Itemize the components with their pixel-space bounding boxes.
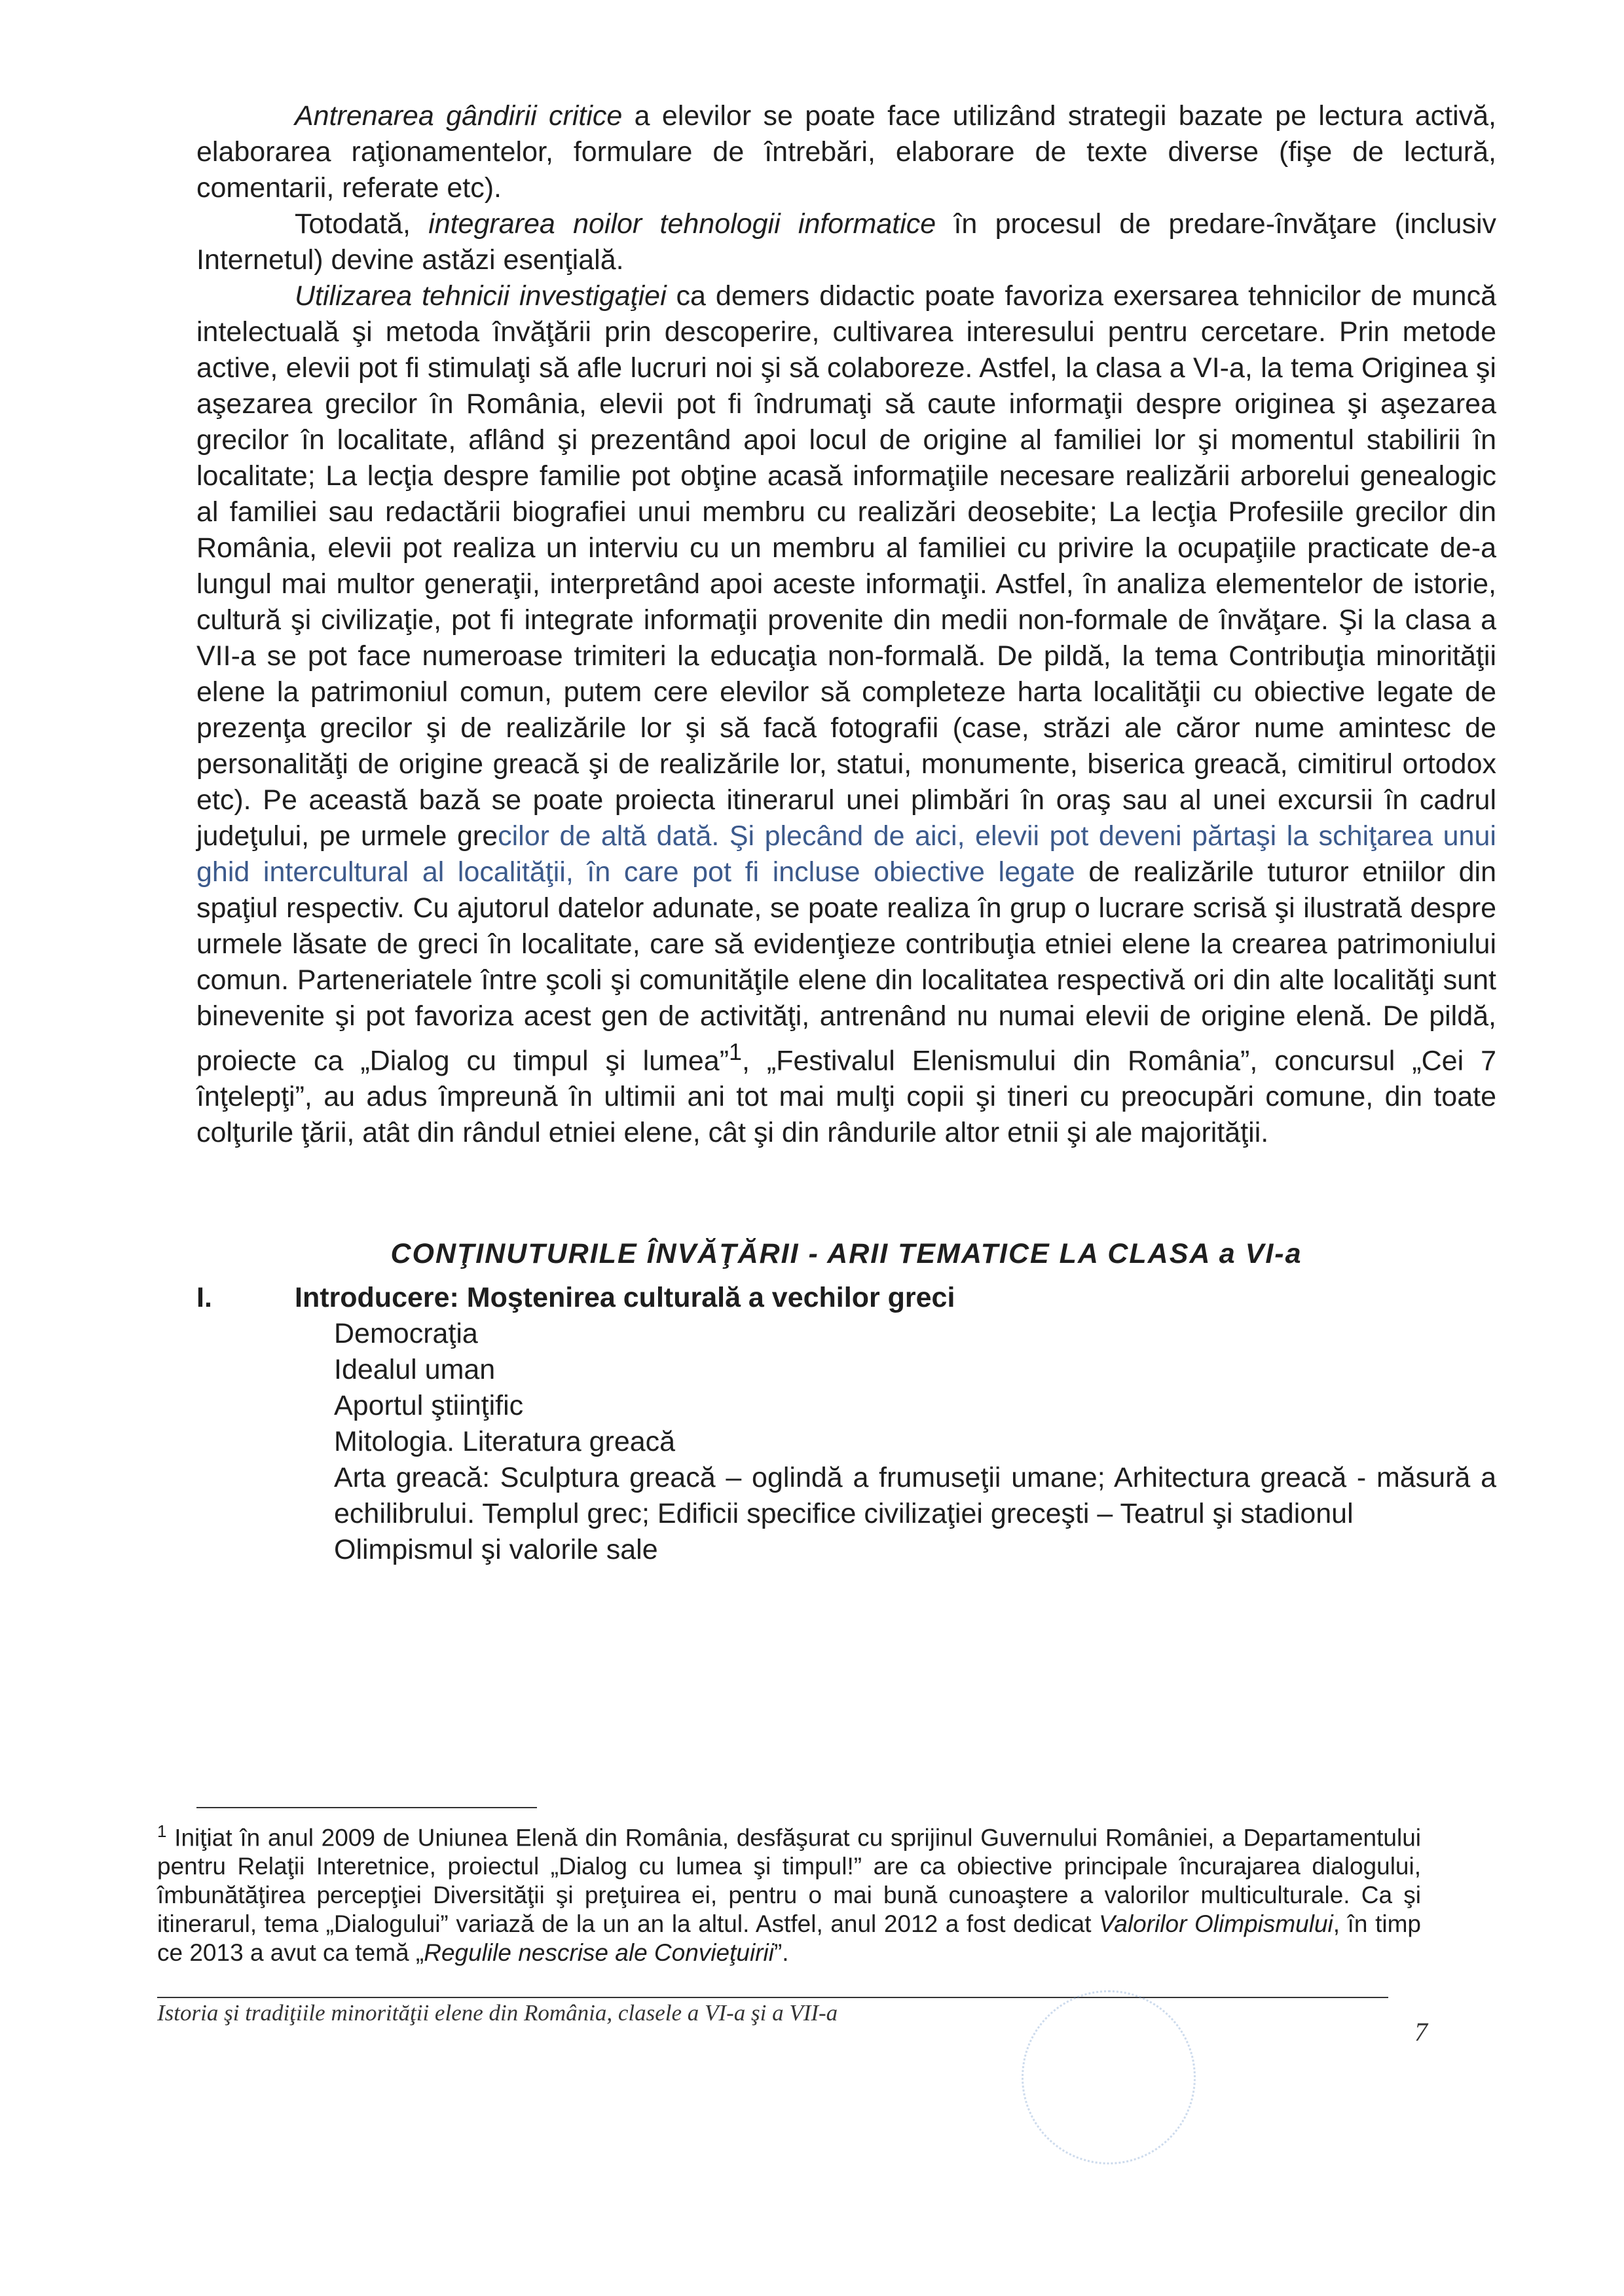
italic-phrase: integrarea noilor tehnologii informatice [428,208,936,240]
topic-item: Arta greacă: Sculptura greacă – oglindă a frumuseţii umane; Arhitectura greacă - măsură a echilibrului. Templul grec; Edificii specifice civilizaţiei greceşti – Teatrul şi stadionul [334,1462,1496,1530]
topic-item: Democraţia [334,1318,478,1350]
section-intro-row [196,1280,1496,1316]
italic-phrase: Antrenarea gândirii critice [295,100,623,132]
paragraph-text: , „Festivalul Elenismului din România”, concursul „Cei 7 înţelepţi”, au adus împreună în ultimii ani tot mai mulţi copii şi tineri cu preocupări comune, din toate colţurile ţării, atât din rândul etniei elene, cât şi din rândurile altor etnii şi ale majorităţii. [196,1045,1497,1149]
topic-item: Mitologia. Literatura greacă [334,1426,676,1458]
italic-phrase: Utilizarea tehnicii investigaţiei [295,280,667,312]
section-heading: CONŢINUTURILE ÎNVĂŢĂRII - ARII TEMATICE LA CLASA a VI-a [390,1238,1302,1270]
topic-item: Olimpismul şi valorile sale [334,1534,658,1566]
topic-list [196,1316,1496,1568]
roman-numeral: I. [196,1282,212,1314]
paragraph-text: în procesul de predare-învăţare (inclusiv Internetul) devine astăzi esenţială. [196,208,1496,276]
footnote-reference[interactable]: 1 [729,1039,742,1065]
paragraph-text: a elevilor se poate face utilizând strategii bazate pe lectura activă, elaborarea raţionamentelor, formulare de întrebări, elaborare de texte diverse (fişe de lectură, comentarii, referate etc). [196,100,1496,204]
paragraph-investigation [196,278,1496,1151]
footnote-text: ”. [773,1939,789,1967]
paragraph-technology [196,206,1496,278]
page-number: 7 [1414,2017,1428,2047]
footnote-text: , în timp ce 2013 a avut ca temă „ [157,1910,1421,1967]
paragraph-critical-thinking [196,98,1496,206]
running-footer: Istoria şi tradiţiile minorităţii elene din România, clasele a VI-a şi a VII-a [157,2000,838,2026]
page-body [196,98,1496,1568]
highlighted-text: cilor de altă dată. Şi plecând de aici, elevii pot deveni părtaşi la schiţarea unui ghid intercultural al localităţii, în care pot fi incluse obiective legate [196,820,1496,888]
footnote-text: Iniţiat în anul 2009 de Uniunea Elenă din România, desfăşurat cu sprijinul Guvernului României, a Departamentului pentru Relaţii Interetnice, proiectul „Dialog cu lumea şi timpul!” are ca obiective principale încurajarea dialogului, îmbunătăţirea percepţiei Diversităţii şi preţuirea ei, pentru o mai bună cunoaştere a valorilor multiculturale. Ca şi itinerarul, tema „Dialogului” variază de la un an la altul. Astfel, anul 2012 a fost dedicat [157,1824,1421,1938]
footer-divider [157,1997,1388,1998]
paragraph-text: de realizările tuturor etniilor din spaţiul respectiv. Cu ajutorul datelor adunate, se poate realiza în grup o lucrare scrisă şi ilustrată despre urmele lăsate de greci în localitate, care să evidenţieze contribuţia etniei elene la crearea patrimoniului comun. Parteneriatele între şcoli şi comunităţile elene din localitatea respectivă ori din alte localităţi sunt binevenite şi pot favoriza acest gen de activităţi, antrenând nu numai elevii de origine elenă. De pildă, proiecte ca „Dialog cu timpul şi lumea” [196,856,1496,1077]
footnote-italic: Valorilor Olimpismului [1099,1910,1333,1938]
paragraph-text: Totodată, [295,208,429,240]
footnote-italic: Regulile nescrise ale Convieţuirii [424,1939,774,1967]
footnote-number: 1 [157,1821,167,1841]
footnote-divider [196,1807,537,1808]
stamp-mark [1022,1990,1196,2164]
section-title: Introducere: Moştenirea culturală a vechilor greci [295,1282,955,1314]
topic-item: Aportul ştiinţific [334,1390,524,1422]
topic-item: Idealul uman [334,1354,496,1386]
paragraph-text: ca demers didactic poate favoriza exersarea tehnicilor de muncă intelectuală şi metoda învăţării prin descoperire, cultivarea interesului pentru cercetare. Prin metode active, elevii pot fi stimulaţi să afle lucruri noi şi să colaboreze. Astfel, la clasa a VI-a, la tema Originea şi aşezarea grecilor în România, elevii pot fi îndrumaţi să caute informaţii despre originea şi aşezarea grecilor în localitate, aflând şi prezentând apoi locul de origine al familiei lor şi momentul stabilirii în localitate; La lecţia despre familie pot obţine acasă informaţiile necesare realizării arborelui genealogic al familiei sau redactării biografiei unui membru cu realizări deosebite; La lecţia Profesiile grecilor din România, elevii pot realiza un interviu cu un membru al familiei cu privire la ocupaţiile practicate de-a lungul mai multor generaţii, interpretând apoi aceste informaţii. Astfel, în analiza elementelor de istorie, cultură şi civilizaţie, pot fi integrate informaţii provenite din medii non-formale de învăţare. Şi la clasa a VII-a se pot face numeroase trimiteri la educaţia non-formală. De pildă, la tema Contribuţia minorităţii elene la patrimoniul comun, putem cere elevilor să completeze harta localităţii cu obiective legate de prezenţa grecilor şi de realizările lor şi să facă fotografii (case, străzi ale căror nume amintesc de personalităţi de origine greacă şi de realizările lor, statui, monumente, biserica greacă, cimitirul ortodox etc). Pe această bază se poate proiecta itinerarul unei plimbări în oraş sau al unei excursii în cadrul judeţului, pe urmele gre [196,280,1496,852]
footnote [157,1817,1421,1967]
